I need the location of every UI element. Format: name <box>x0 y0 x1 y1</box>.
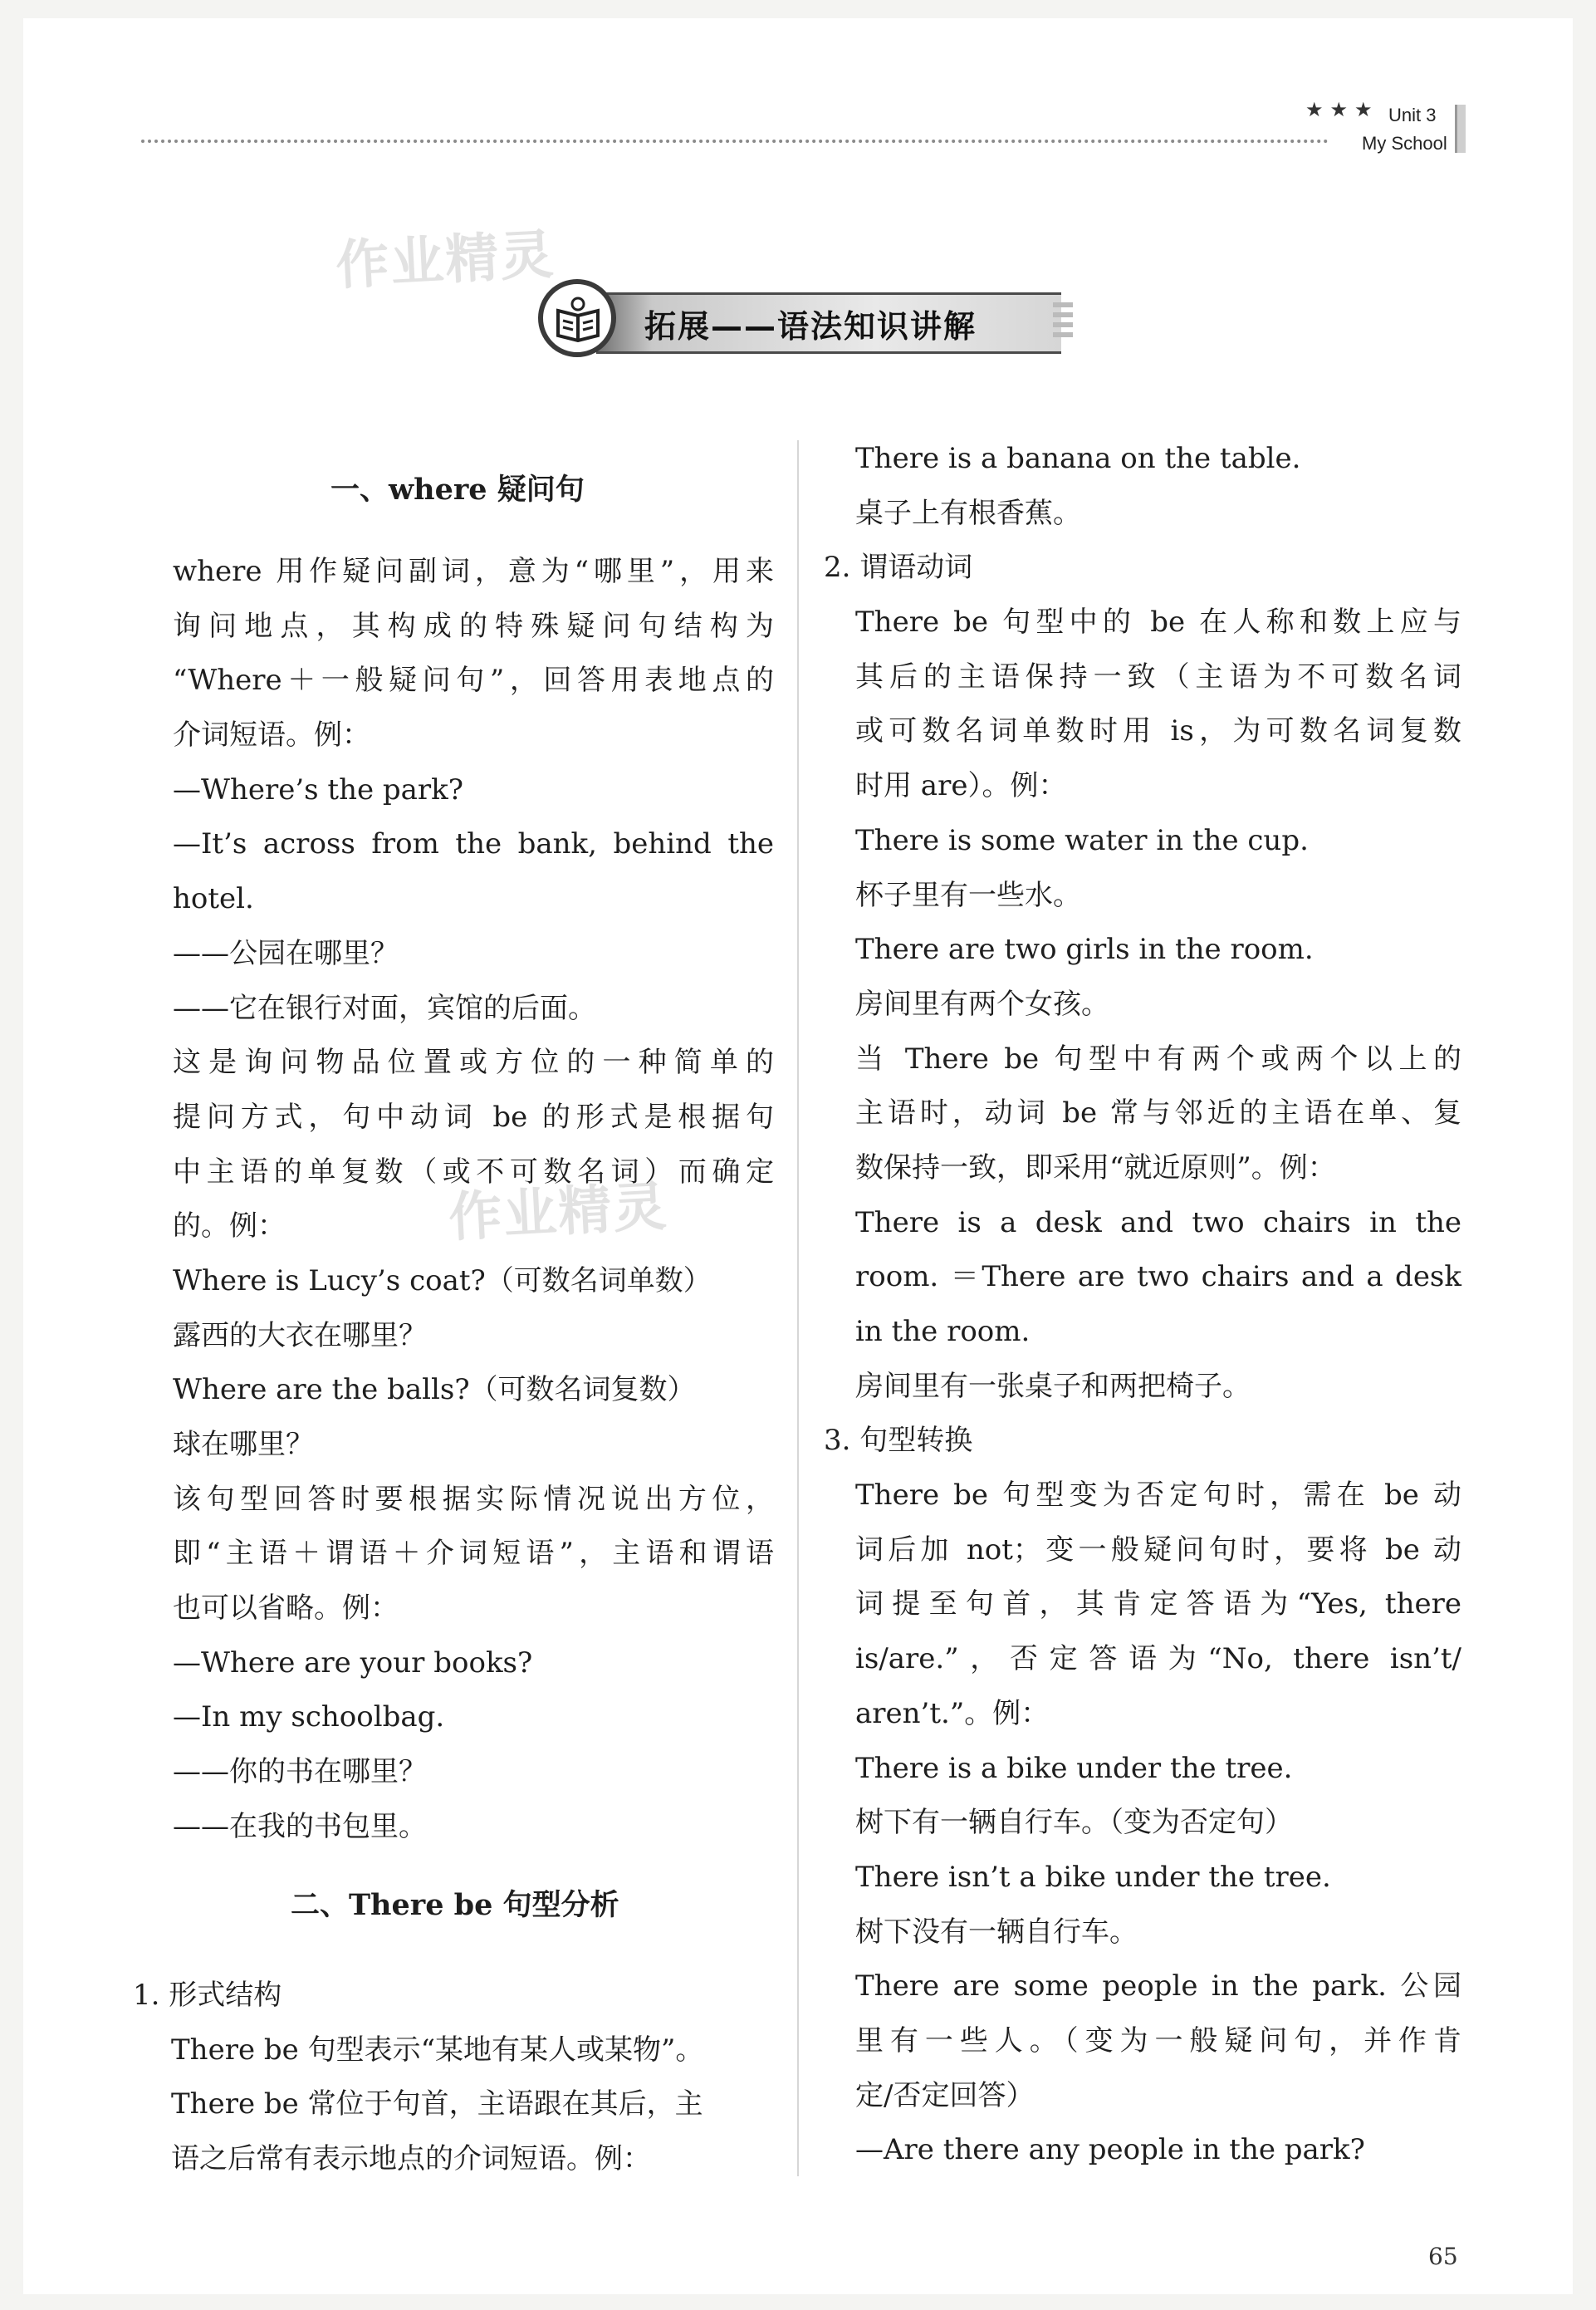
text-line: 语之后常有表示地点的介词短语。例： <box>171 2142 651 2176</box>
text-line: 其后的主语保持一致（主语为不可数名词 <box>855 660 1461 694</box>
example-line: ——公园在哪里？ <box>173 936 399 970</box>
example-line: hotel. <box>173 882 254 916</box>
example-line: ——在我的书包里。 <box>173 1809 427 1843</box>
section-banner <box>538 276 1070 367</box>
example-line: 球在哪里？ <box>173 1428 314 1461</box>
unit-label: Unit 3 <box>1388 105 1437 125</box>
text-line: 主语时，动词 be 常与邻近的主语在单、复 <box>855 1096 1461 1130</box>
text-line: 或可数名词单数时用 is，为可数名词复数 <box>855 714 1461 748</box>
example-line: 桌子上有根香蕉。 <box>855 496 1081 530</box>
example-line: 定/否定回答） <box>855 2078 1035 2112</box>
example-line: 杯子里有一些水。 <box>855 878 1081 912</box>
stars-icon: ★★★ <box>1305 98 1379 121</box>
text-line: 词提至句首，其肯定答语为“Yes, there <box>855 1587 1461 1621</box>
example-line: 树下没有一辆自行车。 <box>855 1915 1138 1949</box>
banner-decoration <box>1053 302 1073 339</box>
example-line: 房间里有一张桌子和两把椅子。 <box>855 1369 1251 1403</box>
example-line: 露西的大衣在哪里？ <box>173 1318 427 1352</box>
header-dotted-rule <box>141 140 1329 143</box>
example-line: 里有一些人。（变为一般疑问句，并作肯 <box>855 2023 1461 2057</box>
left-column-lower <box>133 1969 781 2187</box>
text-line: where 用作疑问副词，意为“哪里”，用来 <box>173 555 774 588</box>
example-line: room. ＝There are two chairs and a desk <box>855 1260 1461 1294</box>
example-line: —In my schoolbag. <box>173 1700 445 1734</box>
text-line: 介词短语。例： <box>173 719 370 753</box>
text-line: 即“主语＋谓语＋介词短语”，主语和谓语 <box>173 1537 774 1571</box>
text-line: aren’t.”。例： <box>855 1696 1050 1730</box>
section-heading-there-be: 二、There be 句型分析 <box>291 1888 619 1922</box>
text-line: is/are.”，否定答语为“No, there isn’t/ <box>855 1642 1461 1676</box>
example-line: There are some people in the park. 公园 <box>855 1969 1461 2003</box>
text-line: There be 常位于句首，主语跟在其后，主 <box>171 2087 703 2121</box>
subsection-heading: 3. 句型转换 <box>824 1424 973 1458</box>
unit-header <box>1305 98 1471 164</box>
subsection-heading: 1. 形式结构 <box>133 1979 282 2012</box>
example-line: There is a bike under the tree. <box>855 1751 1293 1785</box>
watermark-middle: 作业精灵 <box>447 1176 670 1249</box>
example-line: 房间里有两个女孩。 <box>855 987 1109 1021</box>
text-line: 也可以省略。例： <box>173 1591 399 1626</box>
text-line: 时用 are）。例： <box>855 769 1067 803</box>
text-line: 词后加 not；变一般疑问句时，要将 be 动 <box>855 1533 1461 1567</box>
text-line: “Where＋一般疑问句”，回答用表地点的 <box>173 664 774 698</box>
text-line: 当 There be 句型中有两个或两个以上的 <box>855 1042 1461 1076</box>
subsection-heading: 2. 谓语动词 <box>824 551 973 585</box>
text-line: 这是询问物品位置或方位的一种简单的 <box>173 1046 774 1080</box>
example-line: 树下有一辆自行车。（变为否定句） <box>855 1806 1293 1840</box>
example-line: —It’s across from the bank, behind the <box>173 827 774 861</box>
text-line: 数保持一致，即采用“就近原则”。例： <box>855 1150 1336 1184</box>
example-line: in the room. <box>855 1315 1031 1348</box>
column-divider <box>797 440 799 2176</box>
unit-title: My School <box>1362 133 1447 154</box>
example-line: Where are the balls?（可数名词复数） <box>173 1373 696 1407</box>
header-tab-bar <box>1455 105 1466 153</box>
text-line: There be 句型表示“某地有某人或某物”。 <box>171 2033 704 2067</box>
text-line: 提问方式，句中动词 be 的形式是根据句 <box>173 1100 774 1134</box>
text-line: There be 句型变为否定句时，需在 be 动 <box>855 1479 1461 1513</box>
example-line: There is some water in the cup. <box>855 823 1309 857</box>
example-line: ——你的书在哪里？ <box>173 1755 427 1789</box>
text-line: 询问地点，其构成的特殊疑问句结构为 <box>173 609 774 643</box>
example-line: —Are there any people in the park? <box>855 2133 1365 2167</box>
banner-title: 拓展——语法知识讲解 <box>644 308 977 345</box>
book-lightbulb-icon <box>538 279 616 357</box>
example-line: ——它在银行对面，宾馆的后面。 <box>173 991 596 1025</box>
example-line: —Where are your books? <box>173 1645 533 1680</box>
example-line: —Where’s the park? <box>173 772 464 807</box>
text-line: There be 句型中的 be 在人称和数上应与 <box>855 606 1461 640</box>
example-line: There isn’t a bike under the tree. <box>855 1860 1331 1894</box>
text-line: 中主语的单复数（或不可数名词）而确定 <box>173 1155 774 1189</box>
example-line: Where is Lucy’s coat?（可数名词单数） <box>173 1263 712 1297</box>
page-number: 65 <box>1428 2243 1458 2270</box>
example-line: There is a desk and two chairs in the <box>855 1205 1461 1239</box>
section-heading-where: 一、where 疑问句 <box>330 473 585 507</box>
watermark-top: 作业精灵 <box>334 224 557 297</box>
example-line: There is a banana on the table. <box>855 442 1301 475</box>
right-column <box>824 432 1461 2178</box>
left-column <box>173 545 774 1855</box>
text-line: 该句型回答时要根据实际情况说出方位， <box>173 1482 774 1516</box>
text-line: 的。例： <box>173 1209 286 1243</box>
example-line: There are two girls in the room. <box>855 933 1314 967</box>
